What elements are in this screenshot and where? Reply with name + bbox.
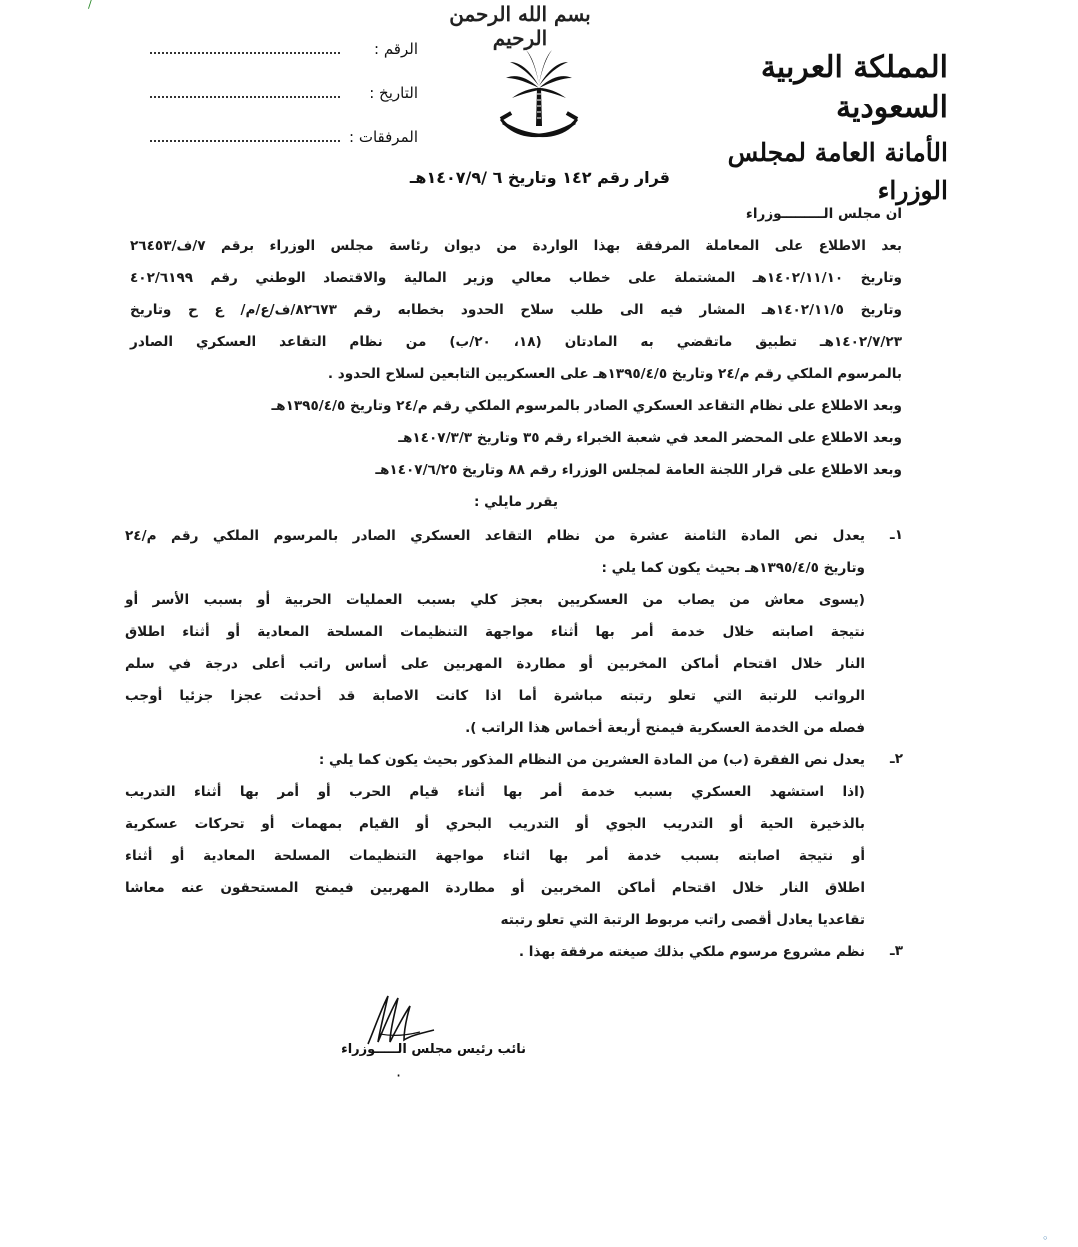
corner-mark-icon: / [88,0,92,11]
preamble-line: وبعد الاطلاع على نظام التقاعد العسكري الصادر بالمرسوم الملكي رقم م/٢٤ وتاريخ ١٣٩٥/٤/٥هـ [271,398,902,414]
preamble-line: بالمرسوم الملكي رقم م/٢٤ وتاريخ ١٣٩٥/٤/٥هـ على العسكريين التابعين لسلاح الحدود . [327,366,902,382]
office-name: الأمانة العامة لمجلس الوزراء [727,138,948,205]
preamble-line: ١٤٠٢/٧/٢٣هـ تطبيق ماتقضي به المادتان (١٨، ٢٠/ب) من نظام التقاعد العسكري الصادر [130,334,902,350]
field-attachments [140,124,430,168]
field-attachments-dots [150,138,340,142]
letterhead-title [708,48,948,210]
resolves-heading: يقرر مايلي : [474,494,558,510]
field-number-label: الرقم : [374,40,418,58]
country-name: المملكة العربية السعودية [760,50,948,125]
field-date-dots [150,94,340,98]
resolution-items [125,520,905,968]
decision-line: قرار رقم ١٤٢ وتاريخ ٦ /١٤٠٧/٩هـ [409,168,670,187]
item-line: أو نتيجة اصابته بسبب خدمة أمر بها اثناء مواجهة التنظيمات المسلحة المعادية أو أثناء [125,848,865,864]
item-line: (اذا استشهد العسكري بسبب خدمة أمر بها أثناء قيام الحرب أو أمر بها أثناء التدريب [125,784,865,800]
intro-line: ان مجلس الـــــــــوزراء [745,206,902,222]
item-line: النار خلال اقتحام أماكن المخربين أو مطاردة المهربين على أساس راتب أعلى درجة في سلم [125,656,865,672]
signature-icon [360,990,440,1050]
basmala: بسم الله الرحمن الرحيم [449,2,591,50]
reference-fields [140,36,430,168]
scan-mark-icon: ◦ [1042,1232,1049,1245]
item-line: الرواتب للرتبة التي تعلو رتبته مباشرة أما اذا كانت الاصابة قد أحدثت عجزا جزئيا أوجب [125,688,865,704]
item-line: نظم مشروع مرسوم ملكي بذلك صيغته مرفقة بهذا . [518,944,865,960]
item-line: وتاريخ ١٣٩٥/٤/٥هـ بحيث يكون كما يلي : [601,560,865,576]
item-line: (يسوى معاش من يصاب من العسكريين بعجز كلي بسبب العمليات الحربية أو بسبب الأسر أو [125,592,865,608]
item-number: ٢ـ [890,751,903,767]
item-line: يعدل نص الفقرة (ب) من المادة العشرين من النظام المذكور بحيث يكون كما يلي : [318,752,865,768]
item-line: نتيجة اصابته خلال خدمة أمر بها أثناء مواجهة التنظيمات المسلحة المعادية أو أثناء اطلاق [125,624,865,640]
preamble [130,198,902,518]
field-number [140,36,430,80]
preamble-line: وبعد الاطلاع على المحضر المعد في شعبة الخبراء رقم ٣٥ وتاريخ ١٤٠٧/٣/٣هـ [398,430,902,446]
field-date [140,80,430,124]
item-line: بالذخيرة الحية أو التدريب الجوي أو التدريب البحري أو القيام بمهمات أو تحركات عسكرية [125,816,865,832]
list-item [125,936,905,968]
item-line: فصله من الخدمة العسكرية فيمنح أربعة أخماس هذا الراتب ). [465,720,865,736]
item-line: يعدل نص المادة الثامنة عشرة من نظام التقاعد العسكري الصادر بالمرسوم الملكي رقم م/٢٤ [125,528,865,544]
field-attachments-label: المرفقات : [349,128,418,146]
field-date-label: التاريخ : [369,84,418,102]
preamble-line: وتاريخ ١٤٠٢/١١/٥هـ المشار فيه الى طلب سلاح الحدود بخطابه رقم ٨٢٦٧٣/ف/ع/م/ ع ح وتاريخ [130,302,902,318]
item-number: ٣ـ [890,943,903,959]
preamble-line: بعد الاطلاع على المعاملة المرفقة بهذا الواردة من ديوان رئاسة مجلس الوزراء برقم ٧/ف/٢٦٤٥٣ [130,238,902,254]
list-item [125,520,905,744]
item-number: ١ـ [890,527,903,543]
preamble-line: وبعد الاطلاع على قرار اللجنة العامة لمجلس الوزراء رقم ٨٨ وتاريخ ١٤٠٧/٦/٢٥هـ [375,462,902,478]
signer-title: نائب رئيس مجلس الـــــوزراء [341,1042,526,1057]
preamble-line: وتاريخ ١٤٠٢/١١/١٠هـ المشتملة على خطاب معالي وزير المالية والاقتصاد الوطني رقم ٤٠٢/٦١٩٩ [130,270,903,286]
item-line: اطلاق النار خلال اقتحام أماكن المخربين أو مطاردة المهربين فيمنح المستحقون عنه معاشا [125,880,865,896]
list-item [125,744,905,936]
saudi-emblem-icon [496,48,582,144]
item-line: تقاعديا يعادل أقصى راتب مربوط الرتبة التي تعلو رتبته [500,912,865,928]
field-number-dots [150,50,340,54]
ink-dot: · [396,1066,402,1085]
